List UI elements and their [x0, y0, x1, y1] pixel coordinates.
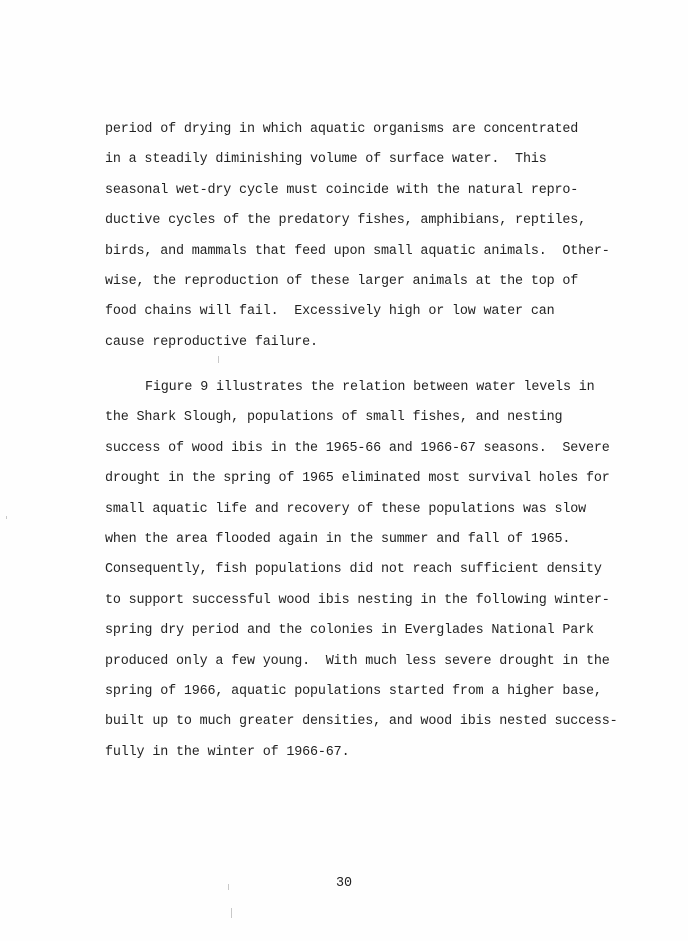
text-line: spring dry period and the colonies in Everglades National Park — [105, 623, 594, 639]
text-line: wise, the reproduction of these larger animals at the top of — [105, 273, 579, 289]
text-line: drought in the spring of 1965 eliminated most survival holes for — [105, 471, 610, 487]
text-line: Consequently, fish populations did not reach sufficient density — [105, 562, 602, 578]
text-line: ductive cycles of the predatory fishes, amphibians, reptiles, — [105, 213, 587, 229]
text-line: the Shark Slough, populations of small fishes, and nesting — [105, 410, 563, 426]
text-line: cause reproductive failure. — [105, 334, 318, 350]
text-line: when the area flooded again in the summer and fall of 1965. — [105, 531, 571, 547]
text-line: in a steadily diminishing volume of surface water. This — [105, 152, 547, 168]
text-line: built up to much greater densities, and wood ibis nested success- — [105, 714, 618, 730]
page-number: 30 — [335, 876, 353, 891]
scan-mark — [6, 516, 7, 519]
text-line: spring of 1966, aquatic populations started from a higher base, — [105, 683, 602, 699]
text-line: food chains will fail. Excessively high or low water can — [105, 304, 555, 320]
text-line: fully in the winter of 1966-67. — [105, 744, 350, 760]
text-line: small aquatic life and recovery of these populations was slow — [105, 501, 587, 517]
text-line: birds, and mammals that feed upon small aquatic animals. Other- — [105, 243, 610, 259]
body-paragraph — [105, 373, 625, 768]
text-line: to support successful wood ibis nesting in the following winter- — [105, 592, 610, 608]
body-paragraph — [105, 115, 625, 358]
text-line: period of drying in which aquatic organisms are concentrated — [105, 122, 579, 137]
text-line: seasonal wet-dry cycle must coincide with the natural repro- — [105, 182, 579, 198]
scan-mark — [231, 908, 232, 918]
text-line: produced only a few young. With much less severe drought in the — [105, 653, 610, 669]
text-line: Figure 9 illustrates the relation between water levels in — [145, 380, 595, 395]
text-line: success of wood ibis in the 1965-66 and 1966-67 seasons. Severe — [105, 440, 610, 456]
